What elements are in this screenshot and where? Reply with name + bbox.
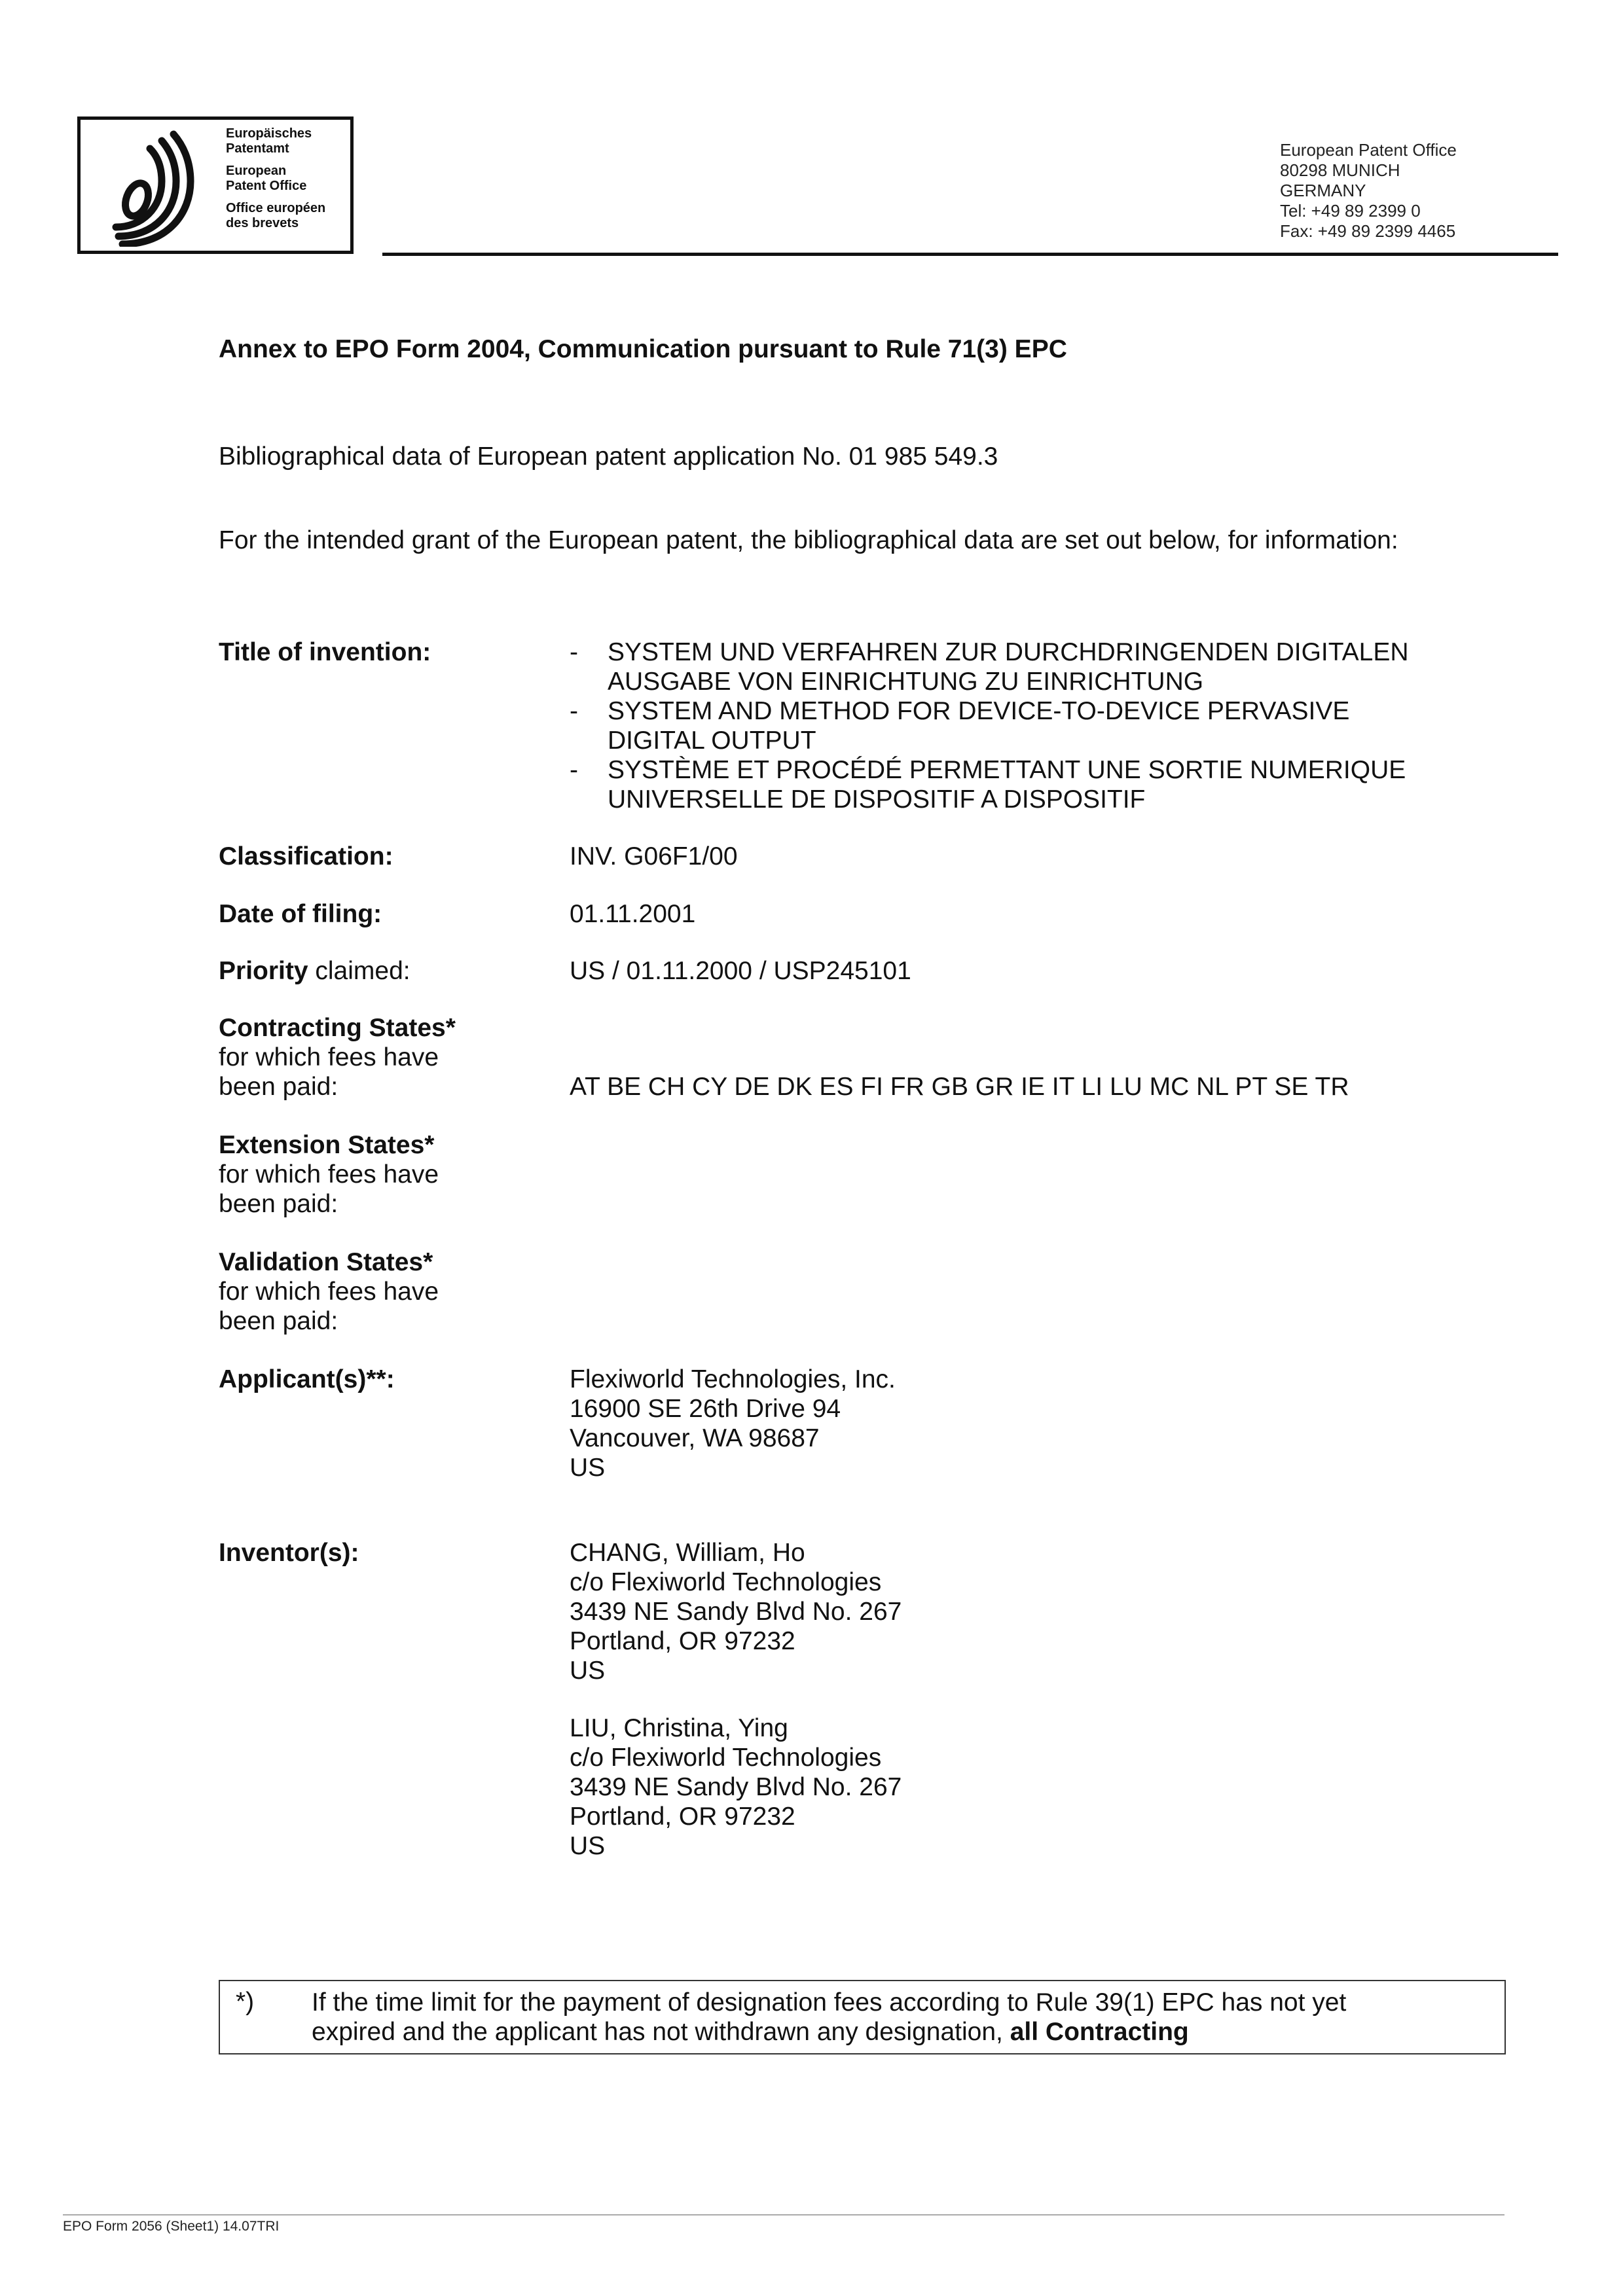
priority-value: US / 01.11.2000 / USP245101 bbox=[570, 957, 911, 985]
extension-states-label: Extension States* for which fees have been paid: bbox=[219, 1131, 439, 1218]
form-footer: EPO Form 2056 (Sheet1) 14.07TRI bbox=[63, 2219, 280, 2234]
logo-line: Patentamt bbox=[226, 141, 289, 156]
title-values bbox=[570, 637, 1409, 814]
title-label: Title of invention: bbox=[219, 638, 431, 666]
logo-line: des brevets bbox=[226, 215, 299, 230]
priority-label: Priority claimed: bbox=[219, 957, 410, 985]
title-text: DIGITAL OUTPUT bbox=[608, 726, 816, 755]
logo-line: Europäisches bbox=[226, 126, 312, 141]
office-line: Fax: +49 89 2399 4465 bbox=[1280, 221, 1456, 241]
footnote-box bbox=[219, 1980, 1506, 2054]
epo-logo bbox=[77, 117, 354, 254]
title-entry bbox=[570, 785, 1409, 814]
title-text: AUSGABE VON EINRICHTUNG ZU EINRICHTUNG bbox=[608, 668, 1204, 696]
header-divider bbox=[382, 253, 1558, 256]
contracting-states-label: Contracting States* for which fees have been paid: bbox=[219, 1014, 456, 1101]
classification-value: INV. G06F1/00 bbox=[570, 842, 738, 870]
dash: - bbox=[570, 697, 578, 725]
inventors-label: Inventor(s): bbox=[219, 1539, 359, 1567]
footnote-mark: *) bbox=[236, 1988, 255, 2016]
classification-label: Classification: bbox=[219, 842, 393, 870]
dash: - bbox=[570, 756, 578, 784]
applicant-label: Applicant(s)**: bbox=[219, 1365, 395, 1393]
dash: - bbox=[570, 638, 578, 666]
title-entry bbox=[570, 696, 1409, 726]
title-text: SYSTEM UND VERFAHREN ZUR DURCHDRINGENDEN DIGITALEN bbox=[608, 638, 1409, 666]
title-text: UNIVERSELLE DE DISPOSITIF A DISPOSITIF bbox=[608, 785, 1146, 814]
title-entry bbox=[570, 667, 1409, 696]
filing-date-label: Date of filing: bbox=[219, 900, 382, 928]
office-address bbox=[1280, 140, 1457, 242]
office-line: Tel: +49 89 2399 0 bbox=[1280, 201, 1421, 221]
title-text: SYSTEM AND METHOD FOR DEVICE-TO-DEVICE PERVASIVE bbox=[608, 697, 1350, 725]
logo-text bbox=[226, 126, 325, 230]
filing-date-value: 01.11.2001 bbox=[570, 900, 696, 928]
contracting-states-value: AT BE CH CY DE DK ES FI FR GB GR IE IT LI LU MC NL PT SE TR bbox=[570, 1073, 1349, 1101]
validation-states-label: Validation States* for which fees have been paid: bbox=[219, 1248, 439, 1335]
office-line: European Patent Office bbox=[1280, 140, 1457, 160]
application-number-line: Bibliographical data of European patent application No. 01 985 549.3 bbox=[219, 442, 998, 471]
logo-line: European bbox=[226, 164, 287, 178]
epo-logo-icon bbox=[96, 129, 214, 247]
title-entry bbox=[570, 755, 1409, 785]
title-entry bbox=[570, 637, 1409, 667]
title-text: SYSTÈME ET PROCÉDÉ PERMETTANT UNE SORTIE NUMERIQUE bbox=[608, 756, 1406, 784]
footer-divider bbox=[63, 2214, 1504, 2215]
footnote-text: If the time limit for the payment of designation fees according to Rule 39(1) EPC has not yet expired and the applicant has not withdrawn any designation, all Contracting bbox=[312, 1988, 1347, 2046]
intro-line: For the intended grant of the European patent, the bibliographical data are set out below, for information: bbox=[219, 526, 1398, 554]
applicant-value: Flexiworld Technologies, Inc. 16900 SE 26th Drive 94 Vancouver, WA 98687 US bbox=[570, 1365, 896, 1482]
logo-line: Office européen bbox=[226, 201, 326, 215]
logo-line: Patent Office bbox=[226, 178, 307, 193]
inventor-1: CHANG, William, Ho c/o Flexiworld Technologies 3439 NE Sandy Blvd No. 267 Portland, OR 97232 US bbox=[570, 1539, 902, 1685]
page-title: Annex to EPO Form 2004, Communication pursuant to Rule 71(3) EPC bbox=[219, 335, 1067, 363]
office-line: 80298 MUNICH bbox=[1280, 160, 1400, 180]
title-entry bbox=[570, 726, 1409, 755]
inventor-2: LIU, Christina, Ying c/o Flexiworld Technologies 3439 NE Sandy Blvd No. 267 Portland, OR 97232 US bbox=[570, 1714, 902, 1860]
office-line: GERMANY bbox=[1280, 181, 1366, 200]
